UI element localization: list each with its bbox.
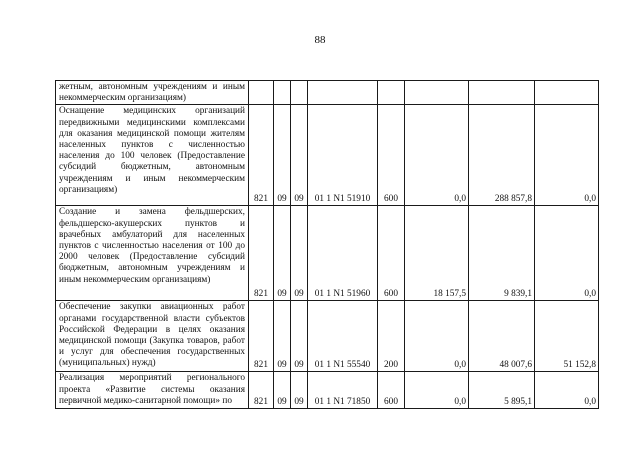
grbs-cell: 821 [249,372,274,409]
amount-year1-cell: 0,0 [405,105,469,206]
expense-type-cell: 600 [378,105,405,206]
amount-year3-cell: 0,0 [535,206,599,301]
expense-type-cell: 200 [378,301,405,372]
grbs-cell: 821 [249,105,274,206]
subsection-cell: 09 [291,301,308,372]
grbs-cell: 821 [249,301,274,372]
section-cell: 09 [274,372,291,409]
subsection-cell [291,81,308,105]
amount-year1-cell [405,81,469,105]
target-article-cell: 01 1 N1 71850 [308,372,378,409]
section-cell: 09 [274,206,291,301]
section-cell: 09 [274,301,291,372]
page-number: 88 [314,34,326,46]
amount-year3-cell [535,81,599,105]
subsection-cell: 09 [291,206,308,301]
amount-year2-cell: 48 007,6 [469,301,535,372]
budget-table [55,80,599,409]
amount-year2-cell: 5 895,1 [469,372,535,409]
target-article-cell [308,81,378,105]
amount-year3-cell: 51 152,8 [535,301,599,372]
amount-year3-cell: 0,0 [535,105,599,206]
table-row [56,372,599,409]
table-row [56,301,599,372]
row-name: Оснащение медицинских организаций передвижными медицинскими комплексами для оказания медицинской помощи жителям населенных пунктов с численностью населения до 100 человек (Предоставление субсидий бюджетным, автономным учреждениям и иным некоммерческим организациям) [56,105,249,206]
row-name: Обеспечение закупки авиационных работ органами государственной власти субъектов Российской Федерации в целях оказания медицинской помощи (Закупка товаров, работ и услуг для обеспечения государственных (муниципальных) нужд) [56,301,249,372]
expense-type-cell: 600 [378,206,405,301]
amount-year2-cell [469,81,535,105]
section-cell [274,81,291,105]
amount-year1-cell: 0,0 [405,372,469,409]
table-row [56,206,599,301]
target-article-cell: 01 1 N1 55540 [308,301,378,372]
subsection-cell: 09 [291,372,308,409]
amount-year3-cell: 0,0 [535,372,599,409]
row-name: жетным, автономным учреждениям и иным некоммерческим организациям) [56,81,249,105]
table-row [56,105,599,206]
expense-type-cell: 600 [378,372,405,409]
grbs-cell: 821 [249,206,274,301]
section-cell: 09 [274,105,291,206]
table-row [56,81,599,105]
amount-year1-cell: 18 157,5 [405,206,469,301]
row-name: Создание и замена фельдшерских, фельдшерско-акушерских пунктов и врачебных амбулаторий для населенных пунктов с численностью населения от 100 до 2000 человек (Предоставление субсидий бюджетным, автономным учреждениям и иным некоммерческим организациям) [56,206,249,301]
target-article-cell: 01 1 N1 51910 [308,105,378,206]
grbs-cell [249,81,274,105]
amount-year1-cell: 0,0 [405,301,469,372]
subsection-cell: 09 [291,105,308,206]
expense-type-cell [378,81,405,105]
amount-year2-cell: 9 839,1 [469,206,535,301]
row-name: Реализация мероприятий регионального проекта «Развитие системы оказания первичной медико-санитарной помощи» по [56,372,249,409]
amount-year2-cell: 288 857,8 [469,105,535,206]
target-article-cell: 01 1 N1 51960 [308,206,378,301]
